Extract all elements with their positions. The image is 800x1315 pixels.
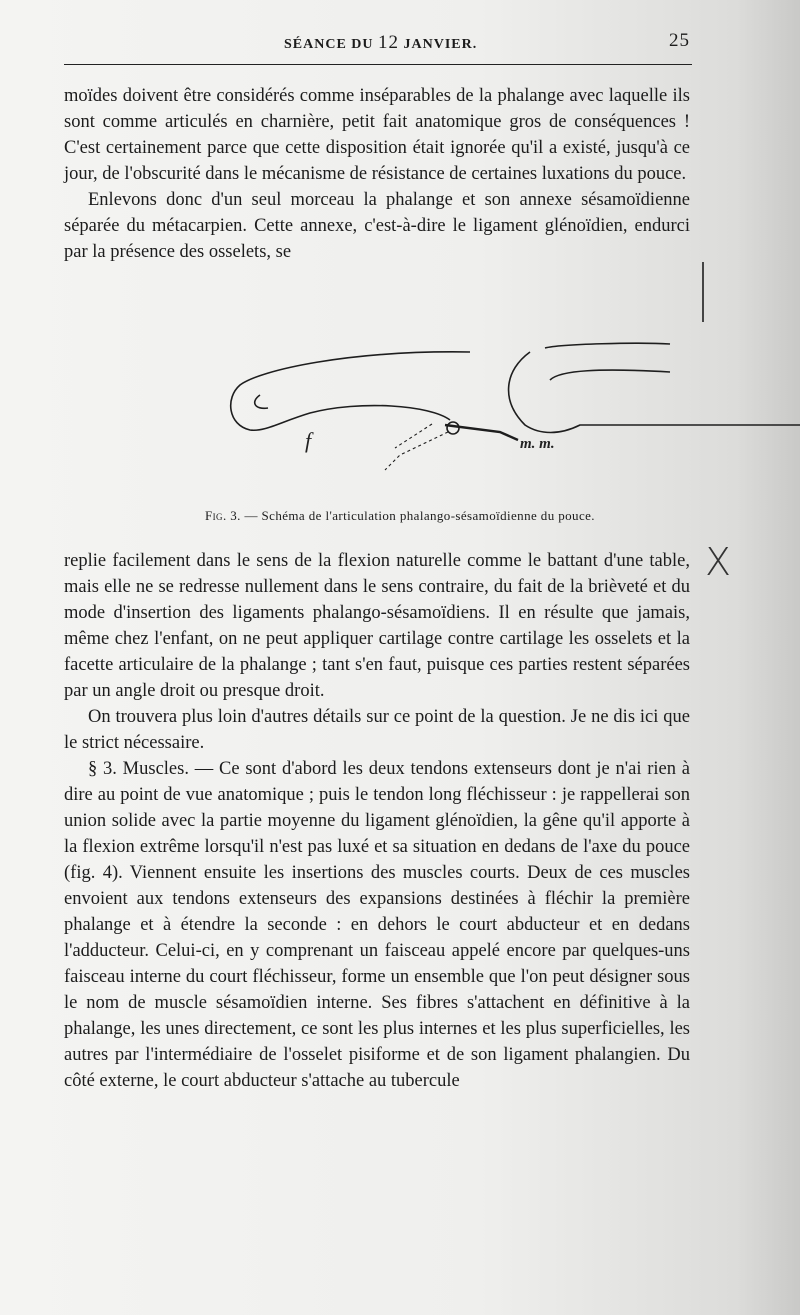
paragraph: On trouvera plus loin d'autres détails sur ce point de la question. Je ne dis ici que le strict nécessaire.: [64, 707, 690, 753]
metacarpal-top: [545, 343, 670, 348]
running-title: [284, 32, 477, 54]
flexion-arc-2: [395, 424, 432, 448]
paragraph: Enlevons donc d'un seul morceau la phalange et son annexe sésamoïdienne séparée du métacarpien. Cette annexe, c'est-à-dire le ligament glénoïdien, endurci par la présence des osselets, se: [64, 190, 690, 262]
metacarpal-outline: [509, 352, 800, 433]
paragraph: § 3. Muscles. — Ce sont d'abord les deux tendons extenseurs dont je n'ai rien à dire au point de vue anatomique ; puis le tendon long fléchisseur : je rappellerai son union solide avec la partie moyenne du ligament glénoïdien, la gêne qu'il apporte à la flexion extrême lorsqu'il n'est pas luxé et sa situation en dedans de l'axe du pouce (fig. 4). Viennent ensuite les insertions des muscles courts. Deux de ces muscles envoient aux tendons extenseurs des expansions destinées à fléchir la première phalange et à étendre la seconde : en dehors le court abducteur et en dedans l'adducteur. Celui-ci, en y comprenant un faisceau appelé encore par quelques-uns faisceau interne du court fléchisseur, forme un ensemble que l'on peut désigner sous le nom de muscle sésamoïdien interne. Ses fibres s'attachent en définitive à la phalange, les unes directement, ce sont les plus internes et les plus superficielles, les autres par l'intermédiaire de l'osselet pisiforme et de son ligament phalangien. Du côté externe, le court abducteur s'attache au tubercule: [64, 759, 690, 1091]
header-rule: [64, 64, 692, 65]
caption-fig-label: Fig. 3.: [205, 508, 241, 523]
figure-label-m: m. m.: [520, 436, 555, 452]
caption-text: — Schéma de l'articulation phalango-sésamoïdienne du pouce.: [244, 508, 595, 523]
figure-label-f: f: [305, 428, 312, 453]
margin-bar: [702, 262, 704, 322]
margin-x-mark: X: [705, 540, 732, 584]
paragraph: moïdes doivent être considérés comme inséparables de la phalange avec laquelle ils sont comme articulés en charnière, petit fait anatomique gros de conséquences ! C'est certainement parce que cette disposition était ignorée qu'il a existé, jusqu'à ce jour, de l'obscurité dans le mécanisme de résistance de certaines luxations du pouce.: [64, 86, 690, 184]
text-block-bottom: [64, 548, 690, 1094]
flexion-arc: [385, 432, 448, 470]
page-number: 25: [669, 30, 690, 51]
sesamoid-bone: [447, 422, 459, 434]
condyle-curve: [255, 395, 268, 408]
paragraph: replie facilement dans le sens de la flexion naturelle comme le battant d'une table, mais elle ne se redresse nullement dans le sens contraire, du fait de la brièveté et du mode d'insertion des ligaments phalango-sésamoïdiens. Il en résulte que jamais, même chez l'enfant, on ne peut appliquer cartilage contre cartilage les osselets et la facette articulaire de la phalange ; tant s'en faut, puisque ces parties restent séparées par un angle droit ou presque droit.: [64, 551, 690, 701]
text-block-top: [64, 83, 690, 265]
running-title-suffix: JANVIER.: [403, 37, 478, 52]
running-title-prefix: SÉANCE DU: [284, 37, 374, 52]
metacarpal-inner: [550, 370, 670, 380]
phalanx-outline: [231, 352, 470, 430]
running-header: [64, 30, 690, 54]
running-title-num: 12: [378, 32, 400, 53]
figure-diagram: [200, 330, 800, 480]
figure-caption: [0, 508, 800, 524]
